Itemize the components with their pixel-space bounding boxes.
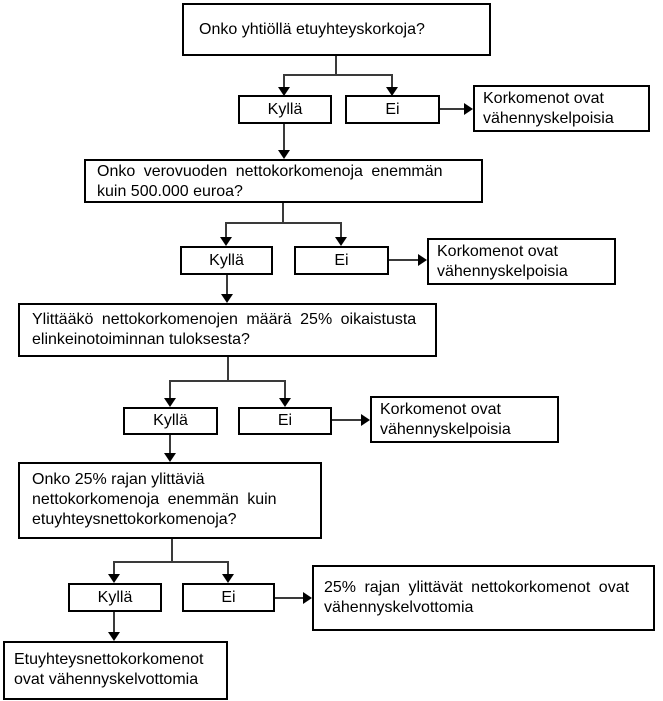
result-box-3-line1: Korkomenot ovat xyxy=(380,401,501,418)
arrow-down-icon xyxy=(221,294,233,303)
result-box-2-line1: Korkomenot ovat xyxy=(437,243,558,260)
question-box-4-line1: Onko 25% rajan ylittäviä xyxy=(32,471,205,488)
connector-line xyxy=(332,419,361,421)
connector-line xyxy=(283,74,285,88)
answer-kylla-2-label: Kyllä xyxy=(209,251,244,269)
connector-line xyxy=(169,380,171,399)
answer-kylla-1-label: Kyllä xyxy=(267,100,303,118)
result-box-3 xyxy=(370,396,559,443)
question-box-2 xyxy=(84,159,483,203)
arrow-right-icon xyxy=(303,592,312,604)
question-box-1 xyxy=(182,3,491,56)
arrow-right-icon xyxy=(418,254,427,266)
arrow-right-icon xyxy=(361,414,370,426)
question-box-2-line2: kuin 500.000 euroa? xyxy=(97,183,243,200)
connector-line xyxy=(113,561,115,575)
answer-kylla-3-label: Kyllä xyxy=(153,412,188,429)
result-box-4-line1: 25% rajan ylittävät nettokorkomenot ovat xyxy=(324,579,630,596)
connector-line xyxy=(275,597,303,599)
question-box-3 xyxy=(18,303,437,357)
result-box-3-line2: vähennyskelpoisia xyxy=(380,421,511,438)
answer-ei-3-label: Ei xyxy=(277,412,293,429)
arrow-down-icon xyxy=(108,574,120,583)
question-box-3-line2: elinkeinotoiminnan tuloksesta? xyxy=(32,331,250,348)
arrow-down-icon xyxy=(164,398,176,407)
result-box-1 xyxy=(473,85,650,132)
connector-line xyxy=(391,74,393,88)
connector-line xyxy=(226,275,228,295)
answer-kylla-1 xyxy=(238,95,332,124)
result-box-4 xyxy=(312,565,655,631)
connector-line xyxy=(225,222,227,238)
question-box-3-line1: Ylittääkö nettokorkomenojen määrä 25% oikaistusta xyxy=(32,311,417,328)
result-box-1-line2: vähennyskelpoisia xyxy=(483,110,614,127)
connector-line xyxy=(283,74,393,76)
answer-kylla-4 xyxy=(68,583,162,612)
result-box-2-line2: vähennyskelpoisia xyxy=(437,263,568,280)
connector-line xyxy=(169,435,171,454)
answer-ei-2-label: Ei xyxy=(334,251,349,269)
arrow-down-icon xyxy=(278,150,290,159)
result-box-4-line2: vähennyskelvottomia xyxy=(324,599,474,616)
answer-ei-4 xyxy=(182,583,275,612)
connector-line xyxy=(227,357,229,382)
connector-line xyxy=(335,56,337,75)
arrow-down-icon xyxy=(220,237,232,246)
final-result-line1: Etuyhteysnettokorkomenot xyxy=(14,651,204,668)
connector-line xyxy=(225,222,342,224)
final-result-box xyxy=(3,641,228,700)
answer-kylla-2 xyxy=(180,246,273,275)
arrow-right-icon xyxy=(464,103,473,115)
result-box-2 xyxy=(427,238,616,285)
question-box-4-line3: etuyhteysnettokorkomenoja? xyxy=(32,511,237,528)
connector-line xyxy=(169,380,286,382)
connector-line xyxy=(227,561,229,575)
question-box-4 xyxy=(18,462,322,539)
connector-line xyxy=(389,259,418,261)
connector-line xyxy=(113,561,229,563)
question-box-4-line2: nettokorkomenoja enemmän kuin xyxy=(32,491,277,508)
answer-ei-4-label: Ei xyxy=(221,588,236,606)
answer-kylla-3 xyxy=(123,407,218,435)
connector-line xyxy=(171,539,173,563)
question-box-2-line1: Onko verovuoden nettokorkomenoja enemmän xyxy=(97,163,443,180)
arrow-down-icon xyxy=(108,632,120,641)
question-box-1-text: Onko yhtiöllä etuyhteyskorkoja? xyxy=(199,20,425,38)
connector-line xyxy=(113,612,115,633)
answer-ei-3 xyxy=(238,407,332,435)
answer-kylla-4-label: Kyllä xyxy=(97,588,133,606)
result-box-1-line1: Korkomenot ovat xyxy=(483,90,604,107)
answer-ei-1-label: Ei xyxy=(385,100,400,118)
connector-line xyxy=(283,124,285,151)
arrow-down-icon xyxy=(335,237,347,246)
arrow-down-icon xyxy=(164,453,176,462)
answer-ei-2 xyxy=(294,246,389,275)
arrow-down-icon xyxy=(279,398,291,407)
connector-line xyxy=(340,222,342,238)
arrow-down-icon xyxy=(222,574,234,583)
final-result-line2: ovat vähennyskelvottomia xyxy=(14,671,199,688)
connector-line xyxy=(284,380,286,399)
answer-ei-1 xyxy=(345,95,440,124)
connector-line xyxy=(282,203,284,224)
connector-line xyxy=(440,108,464,110)
